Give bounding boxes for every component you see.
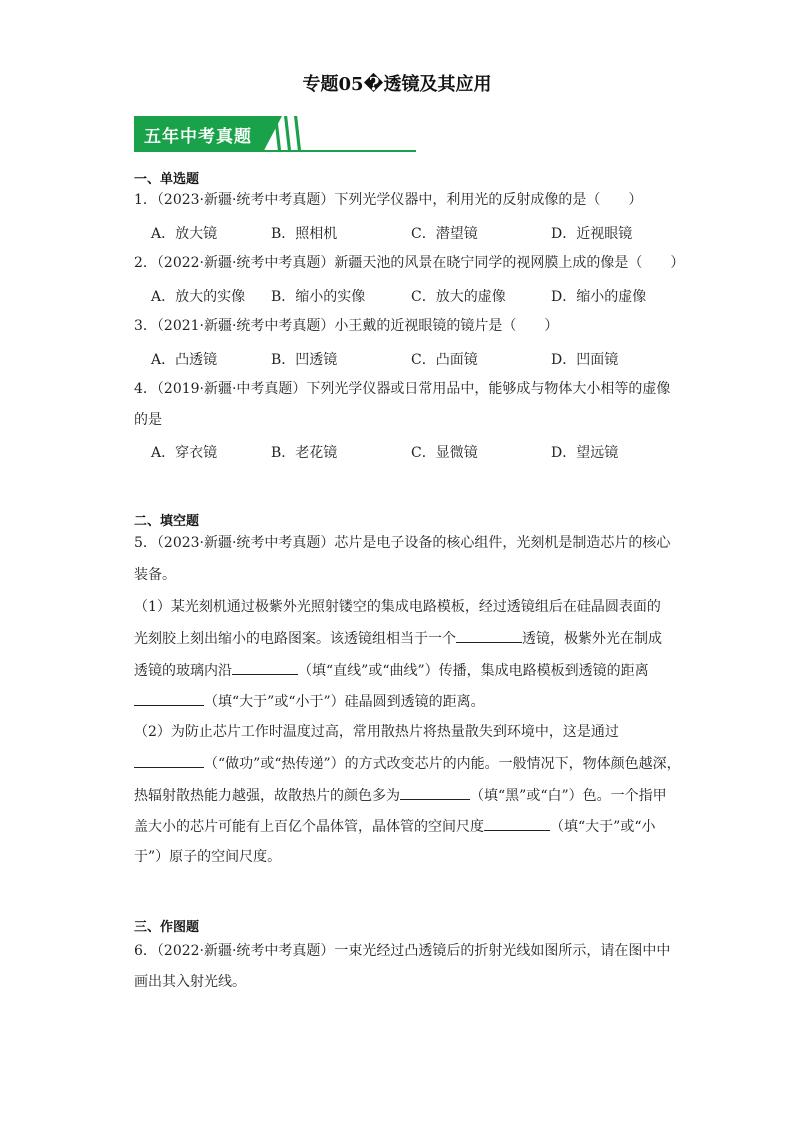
question-4-stem-cont: 的是 xyxy=(134,412,162,428)
question-3-options xyxy=(151,349,671,369)
text-segment: 热辐射散热能力越强，故散热片的颜色多为 xyxy=(134,788,400,804)
answer-blank[interactable] xyxy=(134,753,204,768)
question-1-options xyxy=(151,223,671,243)
section-banner xyxy=(134,116,416,152)
question-5-line xyxy=(134,785,667,806)
option-c: C．放大的虚像 xyxy=(411,289,506,305)
option-c: C．凸面镜 xyxy=(411,352,478,368)
banner-stripe xyxy=(284,116,291,150)
banner-text: 五年中考真题 xyxy=(144,127,252,147)
question-5-line: 5．（2023·新疆·统考中考真题）芯片是电子设备的核心组件，光刻机是制造芯片的核心 xyxy=(134,535,671,551)
text-segment: （填“黑”或“白”）色。一个指甲 xyxy=(470,788,667,804)
answer-blank[interactable] xyxy=(134,691,204,706)
page-title: 专题05�透镜及其应用 xyxy=(302,74,492,95)
text-segment: 光刻胶上刻出缩小的电路图案。该透镜组相当于一个 xyxy=(134,631,456,647)
question-5-line: （2）为防止芯片工作时温度过高，常用散热片将热量散失到环境中，这是通过 xyxy=(134,724,619,740)
question-6-line: 画出其入射光线。 xyxy=(134,974,246,990)
text-segment: （填“大于”或“小于”）硅晶圆到透镜的距离。 xyxy=(204,694,485,710)
text-segment: 透镜的玻璃内沿 xyxy=(134,663,232,679)
text-segment: （填“大于”或“小 xyxy=(550,819,656,835)
option-a: A．凸透镜 xyxy=(151,352,218,368)
option-a: A．放大的实像 xyxy=(151,289,246,305)
question-1-stem: 1．（2023·新疆·统考中考真题）下列光学仪器中，利用光的反射成像的是（ ） xyxy=(134,192,643,208)
section-heading-drawing: 三、作图题 xyxy=(134,920,200,935)
question-5-line xyxy=(134,753,681,774)
answer-blank[interactable] xyxy=(232,660,298,675)
question-6-line: 6．（2022·新疆·统考中考真题）一束光经过凸透镜后的折射光线如图所示，请在图中中 xyxy=(134,943,671,959)
question-5-line xyxy=(134,691,660,712)
banner-stripe xyxy=(294,116,301,150)
text-segment: 透镜，极紫外光在制成 xyxy=(522,631,662,647)
question-2-options xyxy=(151,286,671,306)
option-a: A．放大镜 xyxy=(151,226,218,242)
answer-blank[interactable] xyxy=(456,628,522,643)
question-2-stem: 2．（2022·新疆·统考中考真题）新疆天池的风景在晓宁同学的视网膜上成的像是（ ） xyxy=(134,255,685,271)
question-5-line: 于”）原子的空间尺度。 xyxy=(134,849,282,865)
question-5-line xyxy=(134,660,660,681)
option-b: B．照相机 xyxy=(271,226,338,242)
answer-blank[interactable] xyxy=(400,785,470,800)
banner-stripe xyxy=(274,116,281,150)
option-d: D．望远镜 xyxy=(551,445,619,461)
question-5-line: 装备。 xyxy=(134,567,176,583)
text-segment: （“做功”或“热传递”）的方式改变芯片的内能。一般情况下，物体颜色越深， xyxy=(204,756,681,772)
question-5-line xyxy=(134,628,660,649)
section-heading-choice: 一、单选题 xyxy=(134,172,200,187)
text-segment: （填“直线”或“曲线”）传播，集成电路模板到透镜的距离 xyxy=(298,663,649,679)
option-d: D．凹面镜 xyxy=(551,352,619,368)
question-5-line xyxy=(134,816,660,837)
banner-underline xyxy=(134,150,416,152)
option-c: C．显微镜 xyxy=(411,445,478,461)
option-a: A．穿衣镜 xyxy=(151,445,218,461)
option-d: D．近视眼镜 xyxy=(551,226,633,242)
question-5-line: （1）某光刻机通过极紫外光照射镂空的集成电路模板，经过透镜组后在硅晶圆表面的 xyxy=(134,599,661,615)
section-heading-fill: 二、填空题 xyxy=(134,514,200,529)
question-4-options xyxy=(151,442,671,462)
option-b: B．老花镜 xyxy=(271,445,338,461)
question-3-stem: 3．（2021·新疆·统考中考真题）小王戴的近视眼镜的镜片是（ ） xyxy=(134,318,559,334)
answer-blank[interactable] xyxy=(484,816,550,831)
option-b: B．缩小的实像 xyxy=(271,289,366,305)
option-d: D．缩小的虚像 xyxy=(551,289,647,305)
question-4-stem: 4．（2019·新疆·中考真题）下列光学仪器或日常用品中，能够成与物体大小相等的虚像 xyxy=(134,381,671,397)
text-segment: 盖大小的芯片可能有上百亿个晶体管，晶体管的空间尺度 xyxy=(134,819,484,835)
option-b: B．凹透镜 xyxy=(271,352,338,368)
option-c: C．潜望镜 xyxy=(411,226,478,242)
